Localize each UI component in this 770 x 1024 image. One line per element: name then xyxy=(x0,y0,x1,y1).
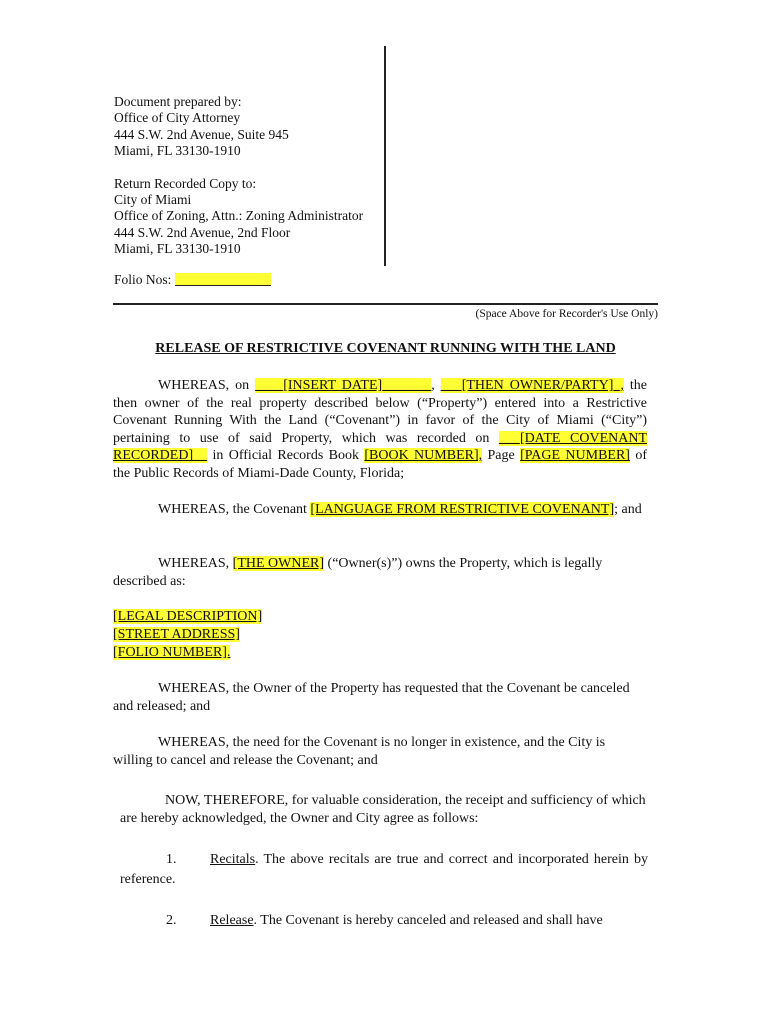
folio-blank-field[interactable] xyxy=(175,273,271,286)
section-heading: Recitals xyxy=(210,852,256,867)
legal-description-placeholder[interactable]: [LEGAL DESCRIPTION] xyxy=(113,609,263,624)
whereas-paragraph-5: WHEREAS, the need for the Covenant is no longer in existence, and the City is willing to cancel and release the Covenant; and xyxy=(113,735,606,768)
page-number-placeholder[interactable]: [PAGE NUMBER] xyxy=(520,448,630,464)
section-release xyxy=(120,911,648,931)
prepared-by-line: Miami, FL 33130-1910 xyxy=(114,143,241,159)
section-number: 2. xyxy=(166,913,177,928)
folio-line xyxy=(114,272,271,288)
whereas-paragraph-2: WHEREAS, the Covenant [LANGUAGE FROM RESTRICTIVE COVENANT]; and xyxy=(158,502,642,517)
return-to-line: Miami, FL 33130-1910 xyxy=(114,241,241,257)
then-owner-placeholder[interactable]: ___[THEN OWNER/PARTY]_, xyxy=(440,378,624,393)
prepared-by-line: 444 S.W. 2nd Avenue, Suite 945 xyxy=(114,126,289,142)
recorder-note: (Space Above for Recorder's Use Only) xyxy=(475,308,658,320)
return-to-line: Office of Zoning, Attn.: Zoning Administrator xyxy=(114,208,364,224)
return-to-line: City of Miami xyxy=(114,192,192,208)
whereas-paragraph-1: WHEREAS, on ____[INSERT DATE]_______, ___[THEN OWNER/PARTY]_, the then owner of the real property described below (“Property”) entered into a Restrictive Covenant Running With the Land (“Covenant”) in favor of the City of Miami (“City”) pertaining to use of said Property, which was recorded on ___[DATE COVENANT RECORDED]__ in Official Records Book [BOOK NUMBER], Page [PAGE NUMBER] of the Public Records of Miami-Dade County, Florida; xyxy=(113,378,648,481)
header-block xyxy=(114,94,363,258)
whereas-paragraph-4: WHEREAS, the Owner of the Property has requested that the Covenant be canceled and released; and xyxy=(113,681,630,714)
section-text: . The above recitals are true and correct and incorporated herein by reference. xyxy=(120,852,648,887)
prepared-by-line: Document prepared by: xyxy=(114,94,242,109)
recorder-rule xyxy=(113,303,658,305)
section-number: 1. xyxy=(166,852,177,867)
date-recorded-placeholder[interactable]: ___[DATE COVENANT RECORDED]__ xyxy=(113,430,647,464)
owner-placeholder[interactable]: [THE OWNER] xyxy=(232,556,325,571)
return-to-line: Return Recorded Copy to: xyxy=(114,175,257,191)
section-heading: Release xyxy=(210,913,254,928)
covenant-language-placeholder[interactable]: [LANGUAGE FROM RESTRICTIVE COVENANT] xyxy=(310,502,615,517)
now-therefore-paragraph: NOW, THEREFORE, for valuable consideration, the receipt and sufficiency of which are hereby acknowledged, the Owner and City agree as follows: xyxy=(120,793,646,826)
whereas-paragraph-3: WHEREAS, [THE OWNER] (“Owner(s)”) owns the Property, which is legally described as: xyxy=(113,556,603,589)
street-address-placeholder[interactable]: [STREET ADDRESS] xyxy=(113,627,240,642)
document-title: RELEASE OF RESTRICTIVE COVENANT RUNNING WITH THE LAND xyxy=(155,341,616,356)
folio-label: Folio Nos: xyxy=(114,272,172,287)
section-text: . The Covenant is hereby canceled and released and shall have xyxy=(253,913,603,928)
insert-date-placeholder[interactable]: ____[INSERT DATE]_______ xyxy=(255,378,432,393)
book-number-placeholder[interactable]: [BOOK NUMBER], xyxy=(364,448,483,464)
section-recitals xyxy=(120,850,648,890)
recorder-space-divider xyxy=(384,46,386,266)
folio-number-placeholder[interactable]: [FOLIO NUMBER]. xyxy=(113,645,231,660)
legal-description-block xyxy=(113,608,262,662)
prepared-by-line: Office of City Attorney xyxy=(114,110,241,126)
return-to-line: 444 S.W. 2nd Avenue, 2nd Floor xyxy=(114,224,291,240)
